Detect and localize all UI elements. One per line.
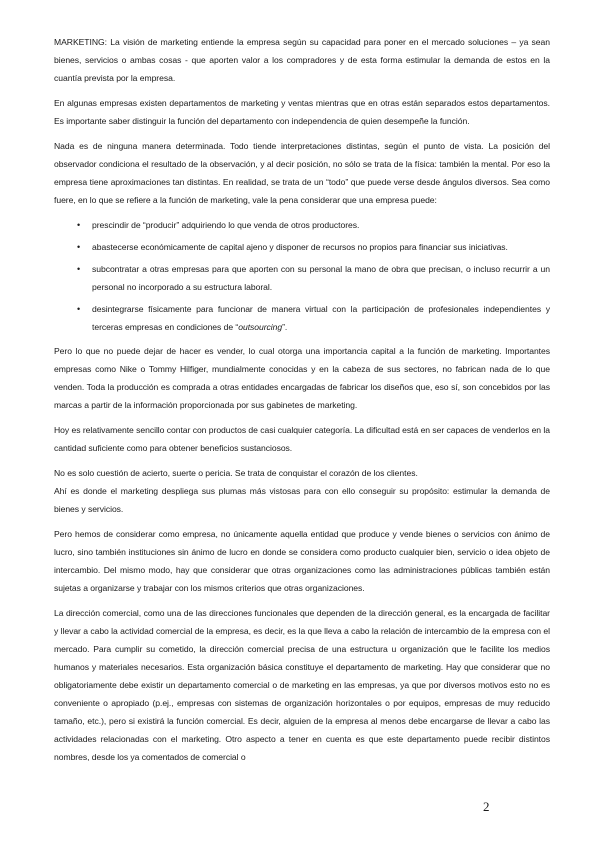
paragraph-point-of-view: Nada es de ninguna manera determinada. Todo tiende interpretaciones distintas, según el punto de vista. La posición del observador condiciona el resultado de la observación, y al decir posición, no sólo se trata de la física: también la mental. Por eso la empresa tiene aproximaciones tan distintas. En realidad, se trata de un “todo” que puede verse desde ángulos diversos. Sea como fuere, en lo que se refiere a la función de marketing, vale la pena considerar que una empresa puede:: [54, 141, 550, 205]
list-item-text: desintegrarse físicamente para funcionar de manera virtual con la participación de profesionales independientes y terceras empresas en condiciones de “outsourcing”.: [92, 304, 550, 332]
list-item-text: prescindir de “producir” adquiriendo lo que venda de otros productores.: [92, 220, 360, 230]
list-item: [54, 260, 550, 296]
list-item-text: subcontratar a otras empresas para que aporten con su personal la mano de obra que precisan, o incluso recurrir a un personal no incorporado a su estructura laboral.: [92, 264, 550, 292]
paragraph-selling-importance: Pero lo que no puede dejar de hacer es vender, lo cual otorga una importancia capital a la función de marketing. Importantes empresas como Nike o Tommy Hilfiger, mundialmente conocidas y en la cabeza de sus sectores, no fabrican nada de lo que venden. Toda la producción es comprada a otras entidades encargadas de fabricar los diseños que, eso sí, son concebidos por las marcas a partir de la información proporcionada por sus gabinetes de marketing.: [54, 346, 550, 410]
list-item-text: abastecerse económicamente de capital ajeno y disponer de recursos no propios para financiar sus iniciativas.: [92, 242, 508, 252]
paragraph-marketing-purpose: Ahí es donde el marketing despliega sus plumas más vistosas para con ello conseguir su propósito: estimular la demanda de bienes y servicios.: [54, 486, 550, 514]
list-item: [54, 300, 550, 336]
list-item: [54, 216, 550, 234]
bullet-icon: •: [77, 220, 81, 230]
paragraph-selling-difficulty: Hoy es relativamente sencillo contar con productos de casi cualquier categoría. La dificultad está en ser capaces de venderlos en la cantidad suficiente como para obtener beneficios sustanciosos.: [54, 425, 550, 453]
paragraph-commercial-direction: La dirección comercial, como una de las direcciones funcionales que dependen de la dirección general, es la encargada de facilitar y llevar a cabo la actividad comercial de la empresa, es decir, es la que lleva a cabo la relación de intercambio de la empresa con el mercado. Para cumplir su cometido, la dirección comercial precisa de una estructura u organización que le facilite los medios humanos y materiales necesarios. Esta organización básica constituye el departamento de marketing. Hay que considerar que no obligatoriamente debe existir un departamento comercial o de marketing en las empresas, ya que por diversos motivos esto no es conveniente o apropiado (p.ej., empresas con sistemas de organización horizontales o por equipos, empresas de muy reducido tamaño, etc.), pero si existirá la función comercial. Es decir, alguien de la empresa al menos debe encargarse de llevar a cabo las actividades relacionadas con el marketing. Otro aspecto a tener en cuenta es que este departamento puede recibir distintos nombres, desde los ya comentados de comercial o: [54, 608, 550, 762]
paragraph-marketing-definition: MARKETING: La visión de marketing entiende la empresa según su capacidad para poner en el mercado soluciones – ya sean bienes, servicios o ambas cosas - que aporten valor a los compradores y de esta forma estimular la demanda de estos en la cuantía prevista por la empresa.: [54, 37, 550, 83]
paragraph-nonprofit: Pero hemos de considerar como empresa, no únicamente aquella entidad que produce y vende bienes o servicios con ánimo de lucro, sino también instituciones sin ánimo de lucro en donde se considera como producto cualquier bien, servicio o idea objeto de intercambio. Del mismo modo, hay que considerar que otras organizaciones como las administraciones públicas también están sujetas a organizarse y trabajar con los mismos criterios que otras organizaciones.: [54, 529, 550, 593]
page-content: [54, 33, 550, 773]
list-item: [54, 238, 550, 256]
bullet-list: [54, 216, 550, 336]
paragraph-customers-heart: No es solo cuestión de acierto, suerte o pericia. Se trata de conquistar el corazón de los clientes.: [54, 468, 418, 478]
paragraph-departments: En algunas empresas existen departamentos de marketing y ventas mientras que en otras están separados estos departamentos. Es importante saber distinguir la función del departamento con independencia de quien desempeñe la función.: [54, 98, 550, 126]
page-number: 2: [483, 799, 490, 814]
bullet-icon: •: [77, 304, 81, 314]
bullet-icon: •: [77, 264, 81, 274]
bullet-icon: •: [77, 242, 81, 252]
